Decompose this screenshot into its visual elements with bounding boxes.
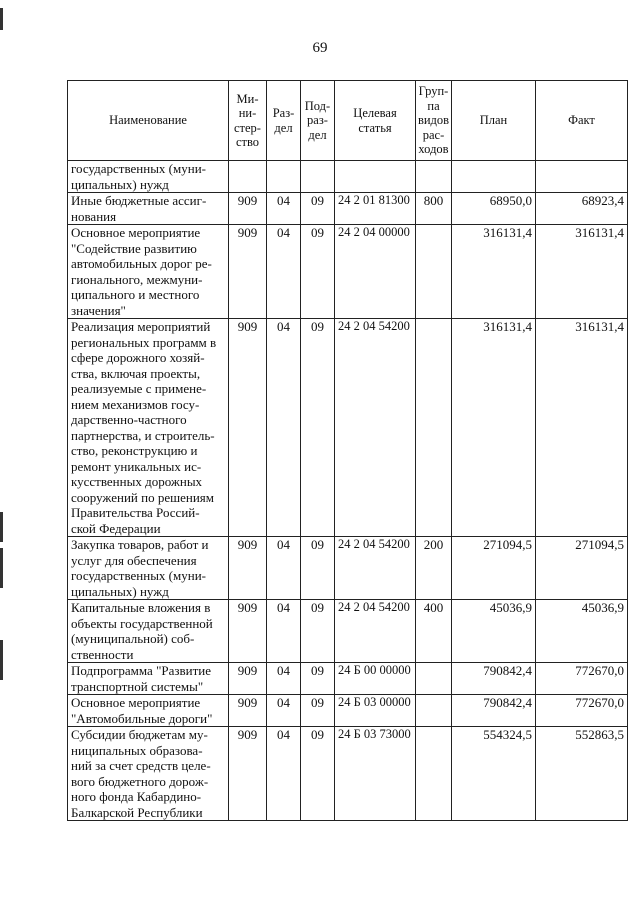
cell-subsection: 09 <box>301 319 335 537</box>
cell-group <box>416 225 452 319</box>
cell-target: 24 Б 00 00000 <box>335 663 416 695</box>
cell-plan: 790842,4 <box>452 663 536 695</box>
cell-fact: 45036,9 <box>536 600 628 663</box>
cell-subsection: 09 <box>301 663 335 695</box>
cell-subsection: 09 <box>301 600 335 663</box>
table-row <box>68 663 628 695</box>
cell-target: 24 Б 03 73000 <box>335 727 416 821</box>
cell-section: 04 <box>267 727 301 821</box>
cell-target: 24 2 04 54200 <box>335 319 416 537</box>
cell-subsection: 09 <box>301 695 335 727</box>
cell-plan: 316131,4 <box>452 319 536 537</box>
cell-target: 24 2 04 54200 <box>335 600 416 663</box>
cell-name: Субсидии бюджетам му- ниципальных образова- ний за счет средств целе- вого бюджетного дорож- ного фонда Кабардино- Балкарской Республики <box>68 727 229 821</box>
cell-section: 04 <box>267 695 301 727</box>
header-name: Наименование <box>68 81 229 161</box>
cell-subsection: 09 <box>301 537 335 600</box>
cell-fact: 772670,0 <box>536 663 628 695</box>
header-ministry-label: Ми- ни- стер- ство <box>234 91 261 149</box>
cell-fact <box>536 161 628 193</box>
cell-fact: 772670,0 <box>536 695 628 727</box>
cell-subsection: 09 <box>301 193 335 225</box>
cell-ministry <box>229 161 267 193</box>
cell-name: Основное мероприятие "Автомобильные дороги" <box>68 695 229 727</box>
cell-target: 24 2 04 54200 <box>335 537 416 600</box>
cell-plan: 68950,0 <box>452 193 536 225</box>
header-ministry <box>229 81 267 161</box>
cell-plan: 554324,5 <box>452 727 536 821</box>
cell-ministry: 909 <box>229 600 267 663</box>
cell-fact: 316131,4 <box>536 319 628 537</box>
cell-fact: 316131,4 <box>536 225 628 319</box>
cell-ministry: 909 <box>229 193 267 225</box>
budget-table <box>67 80 628 821</box>
header-target-label: Целевая статья <box>353 106 397 135</box>
cell-name: государственных (муни- ципальных) нужд <box>68 161 229 193</box>
scan-edge-mark <box>0 8 3 30</box>
cell-plan: 790842,4 <box>452 695 536 727</box>
header-group-label: Груп- па видов рас- ходов <box>417 84 450 157</box>
cell-fact: 271094,5 <box>536 537 628 600</box>
cell-ministry: 909 <box>229 663 267 695</box>
table-row <box>68 537 628 600</box>
cell-subsection <box>301 161 335 193</box>
cell-group <box>416 161 452 193</box>
cell-name: Подпрограмма "Развитие транспортной системы" <box>68 663 229 695</box>
cell-target: 24 Б 03 00000 <box>335 695 416 727</box>
cell-ministry: 909 <box>229 537 267 600</box>
cell-name: Капитальные вложения в объекты государственной (муниципальной) соб- ственности <box>68 600 229 663</box>
cell-name: Иные бюджетные ассиг- нования <box>68 193 229 225</box>
cell-fact: 68923,4 <box>536 193 628 225</box>
cell-section: 04 <box>267 319 301 537</box>
cell-name: Реализация мероприятий региональных программ в сфере дорожного хозяй- ства, включая проекты, реализуемые с примене- нием механизмов госу- дарственно-частного партнерства, и строитель- ство, реконструкцию и ремонт уникальных ис- кусственных дорожных сооружений по решениям Правительства Россий- ской Федерации <box>68 319 229 537</box>
header-section-label: Раз- дел <box>272 106 295 135</box>
cell-group: 800 <box>416 193 452 225</box>
cell-plan: 271094,5 <box>452 537 536 600</box>
cell-target: 24 2 01 81300 <box>335 193 416 225</box>
cell-ministry: 909 <box>229 727 267 821</box>
scan-edge-mark <box>0 548 3 588</box>
cell-plan <box>452 161 536 193</box>
cell-section <box>267 161 301 193</box>
header-group <box>416 81 452 161</box>
cell-fact: 552863,5 <box>536 727 628 821</box>
cell-ministry: 909 <box>229 319 267 537</box>
header-plan: План <box>452 81 536 161</box>
cell-name: Закупка товаров, работ и услуг для обеспечения государственных (муни- ципальных) нужд <box>68 537 229 600</box>
table-row <box>68 600 628 663</box>
table-row <box>68 727 628 821</box>
cell-group <box>416 663 452 695</box>
cell-plan: 45036,9 <box>452 600 536 663</box>
header-section <box>267 81 301 161</box>
table-row <box>68 225 628 319</box>
cell-subsection: 09 <box>301 225 335 319</box>
header-subsection <box>301 81 335 161</box>
cell-section: 04 <box>267 663 301 695</box>
cell-section: 04 <box>267 225 301 319</box>
cell-group <box>416 319 452 537</box>
cell-ministry: 909 <box>229 695 267 727</box>
cell-name: Основное мероприятие "Содействие развитию автомобильных дорог ре- гионального, межмуни- ципального и местного значения" <box>68 225 229 319</box>
cell-subsection: 09 <box>301 727 335 821</box>
scan-edge-mark <box>0 512 3 542</box>
cell-section: 04 <box>267 537 301 600</box>
cell-target <box>335 161 416 193</box>
cell-group: 400 <box>416 600 452 663</box>
table-row <box>68 319 628 537</box>
cell-group: 200 <box>416 537 452 600</box>
table-row <box>68 161 628 193</box>
cell-target: 24 2 04 00000 <box>335 225 416 319</box>
cell-ministry: 909 <box>229 225 267 319</box>
page-number: 69 <box>312 40 328 56</box>
header-subsection-label: Под- раз- дел <box>304 98 331 142</box>
table-row <box>68 695 628 727</box>
cell-group <box>416 695 452 727</box>
table-header-row <box>68 81 628 161</box>
cell-section: 04 <box>267 600 301 663</box>
cell-plan: 316131,4 <box>452 225 536 319</box>
scan-edge-mark <box>0 640 3 680</box>
cell-section: 04 <box>267 193 301 225</box>
table-row <box>68 193 628 225</box>
header-target <box>335 81 416 161</box>
cell-group <box>416 727 452 821</box>
header-fact: Факт <box>536 81 628 161</box>
